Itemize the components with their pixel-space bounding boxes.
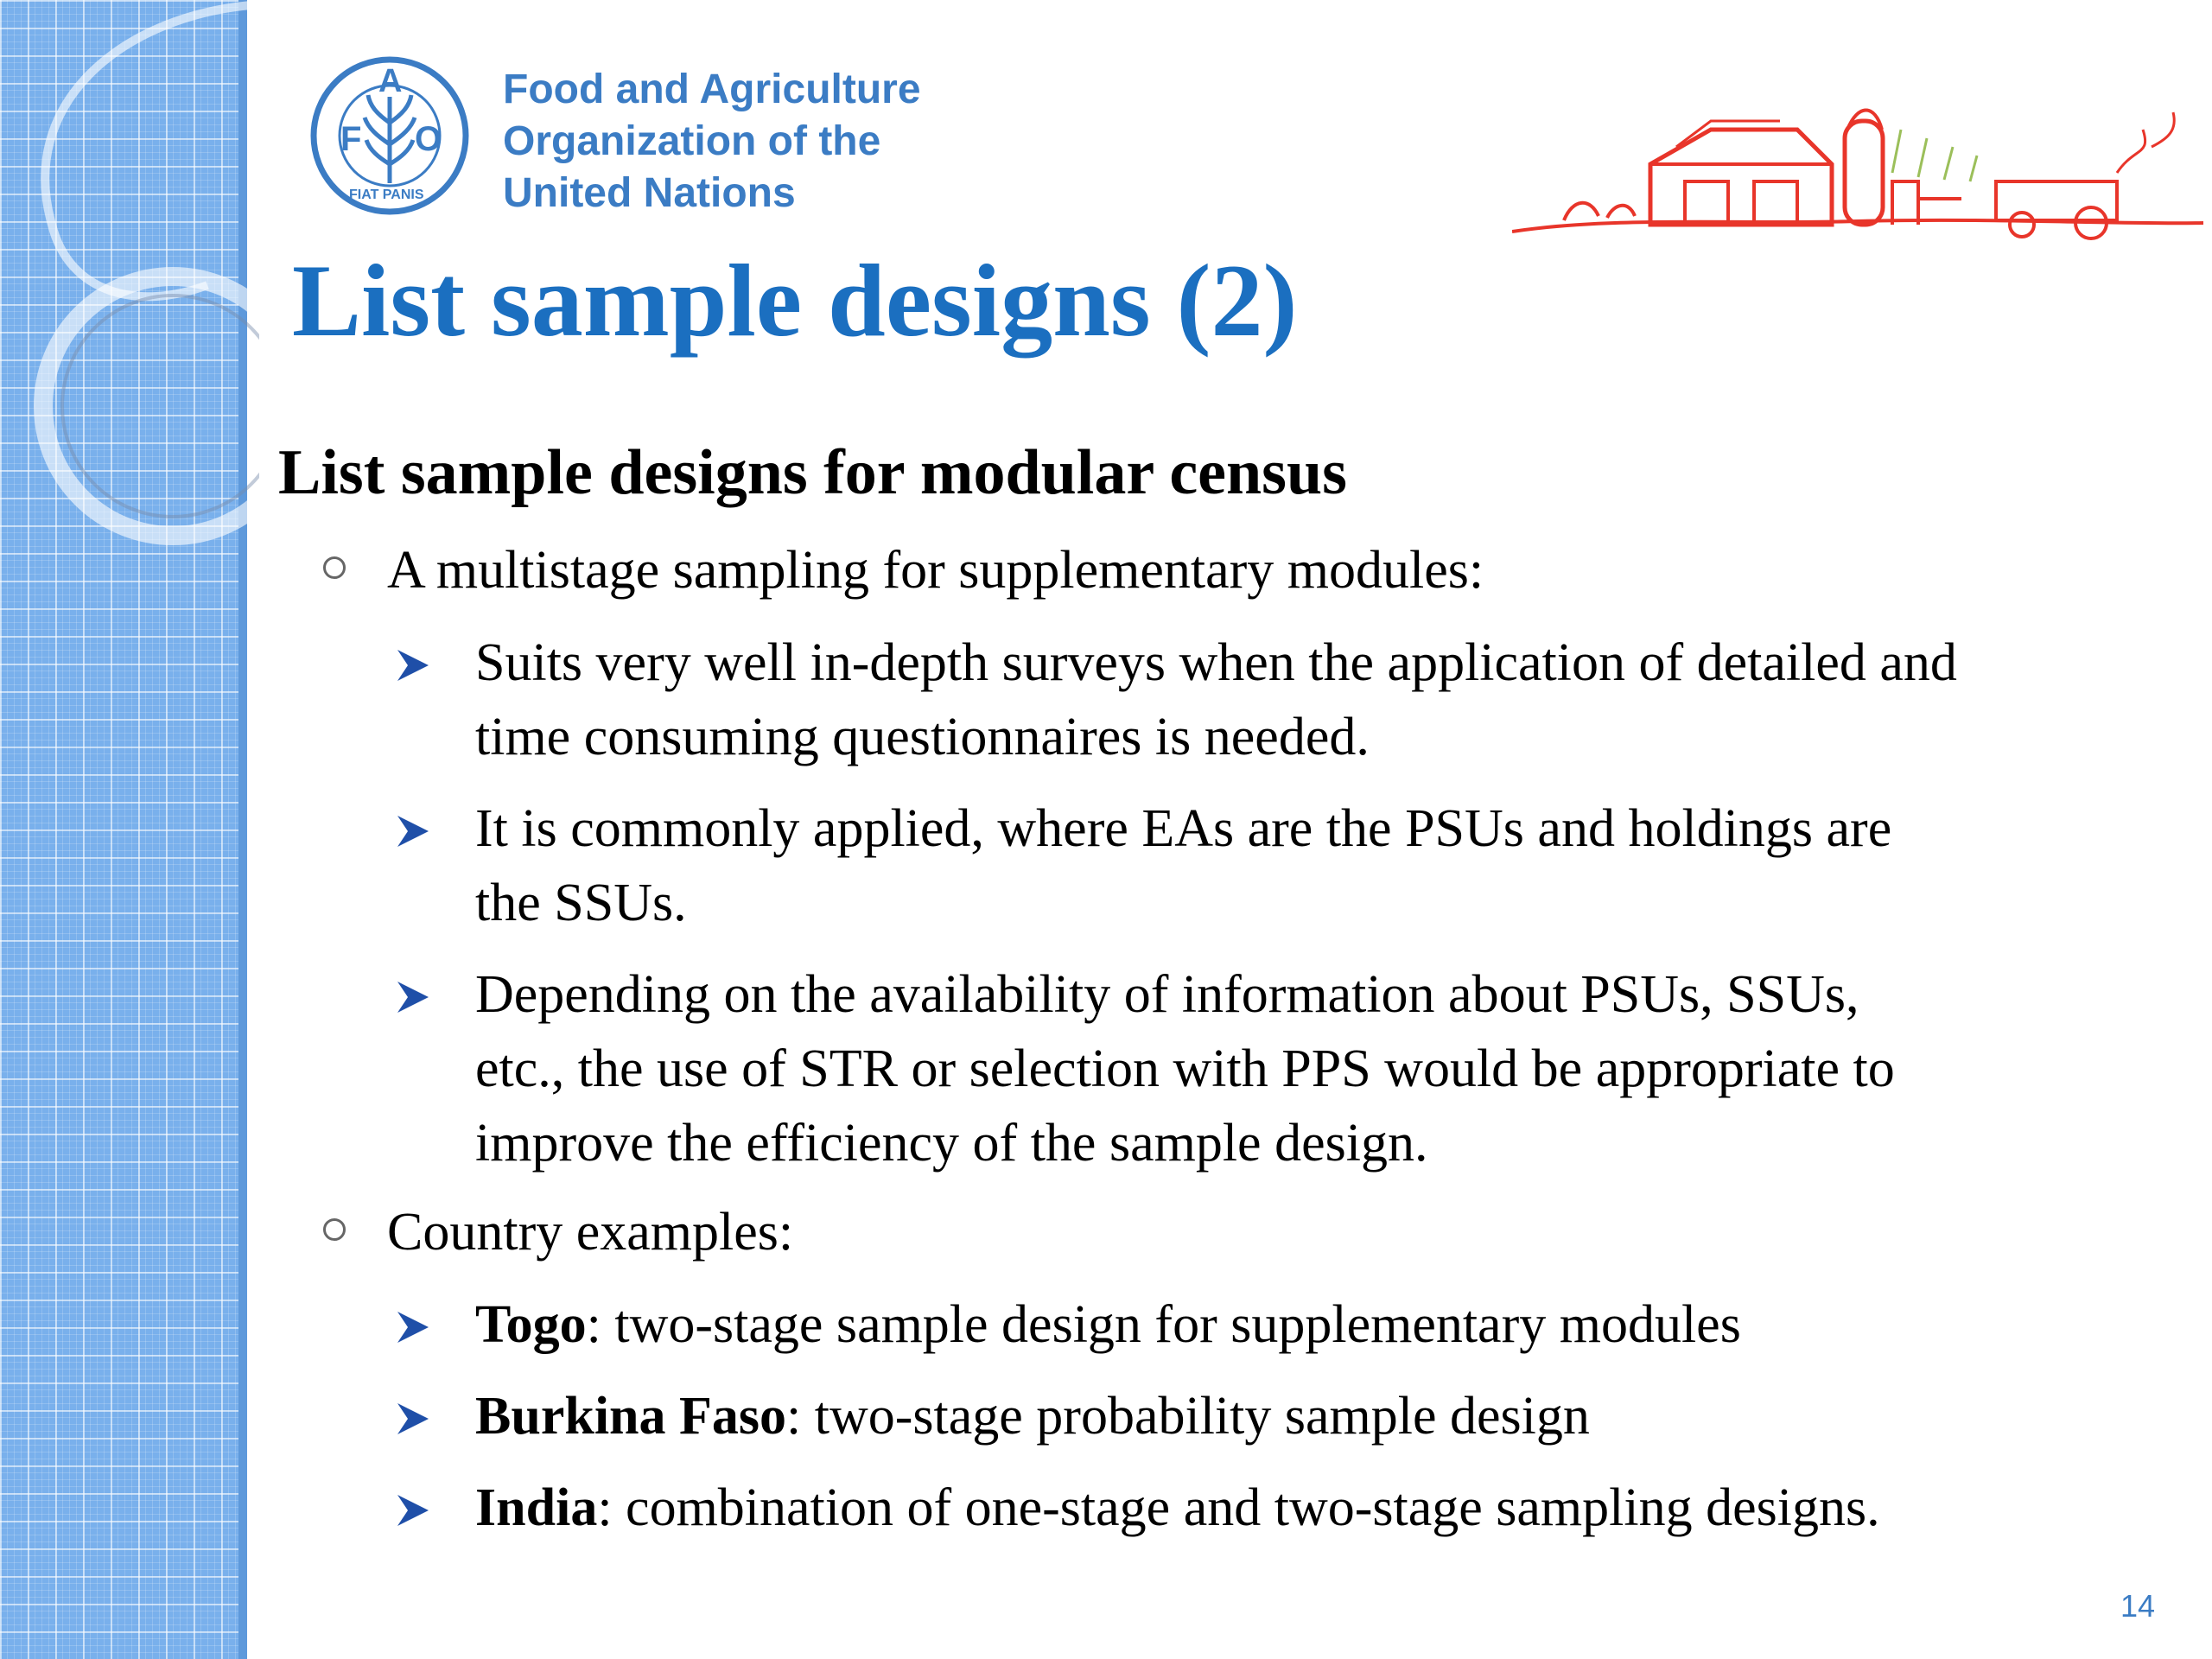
arrow-bullet-icon bbox=[394, 812, 432, 850]
country-name: India bbox=[475, 1478, 598, 1537]
section-heading: List sample designs for modular census bbox=[278, 437, 1347, 508]
subitem-line: Suits very well in-depth surveys when the application of detailed and bbox=[475, 633, 1957, 692]
country-description: : two-stage probability sample design bbox=[786, 1387, 1590, 1446]
arrow-bullet-icon bbox=[394, 646, 432, 684]
org-line-1: Food and Agriculture bbox=[503, 67, 921, 112]
subitem-line: etc., the use of STR or selection with PPS would be appropriate to bbox=[475, 1039, 1895, 1098]
logo-letter-a: A bbox=[378, 63, 403, 99]
circle-bullet-icon bbox=[323, 1218, 346, 1241]
org-line-2: Organization of the bbox=[503, 118, 881, 164]
circle-bullet-icon bbox=[323, 556, 346, 579]
country-description: : two-stage sample design for supplementary modules bbox=[586, 1295, 1741, 1354]
arrow-bullet-icon bbox=[394, 1491, 432, 1529]
subitem-line: improve the efficiency of the sample design. bbox=[475, 1114, 1428, 1173]
bullet-text: A multistage sampling for supplementary modules: bbox=[387, 541, 1484, 600]
bullet-text: Country examples: bbox=[387, 1203, 794, 1262]
arrow-bullet-icon bbox=[394, 1308, 432, 1346]
organization-name bbox=[503, 64, 921, 219]
country-name: Togo bbox=[475, 1295, 587, 1354]
subitem-line: Depending on the availability of information about PSUs, SSUs, bbox=[475, 965, 1859, 1024]
country-description: : combination of one-stage and two-stage sampling designs. bbox=[597, 1478, 1880, 1537]
slide-title: List sample designs (2) bbox=[292, 243, 1298, 358]
org-line-3: United Nations bbox=[503, 170, 796, 216]
country-name: Burkina Faso bbox=[475, 1387, 787, 1446]
fao-logo bbox=[308, 54, 472, 218]
swirl-decoration bbox=[0, 0, 259, 553]
page-number: 14 bbox=[2120, 1588, 2156, 1624]
arrow-bullet-icon bbox=[394, 978, 432, 1016]
subitem-line: the SSUs. bbox=[475, 874, 687, 932]
farm-illustration bbox=[1512, 95, 2203, 242]
subitem-line: It is commonly applied, where EAs are the PSUs and holdings are bbox=[475, 799, 1892, 858]
arrow-bullet-icon bbox=[394, 1400, 432, 1438]
logo-letter-o: O bbox=[415, 120, 442, 158]
logo-letter-f: F bbox=[340, 120, 362, 158]
subitem-line: time consuming questionnaires is needed. bbox=[475, 708, 1370, 766]
logo-motto: FIAT PANIS bbox=[349, 188, 424, 202]
